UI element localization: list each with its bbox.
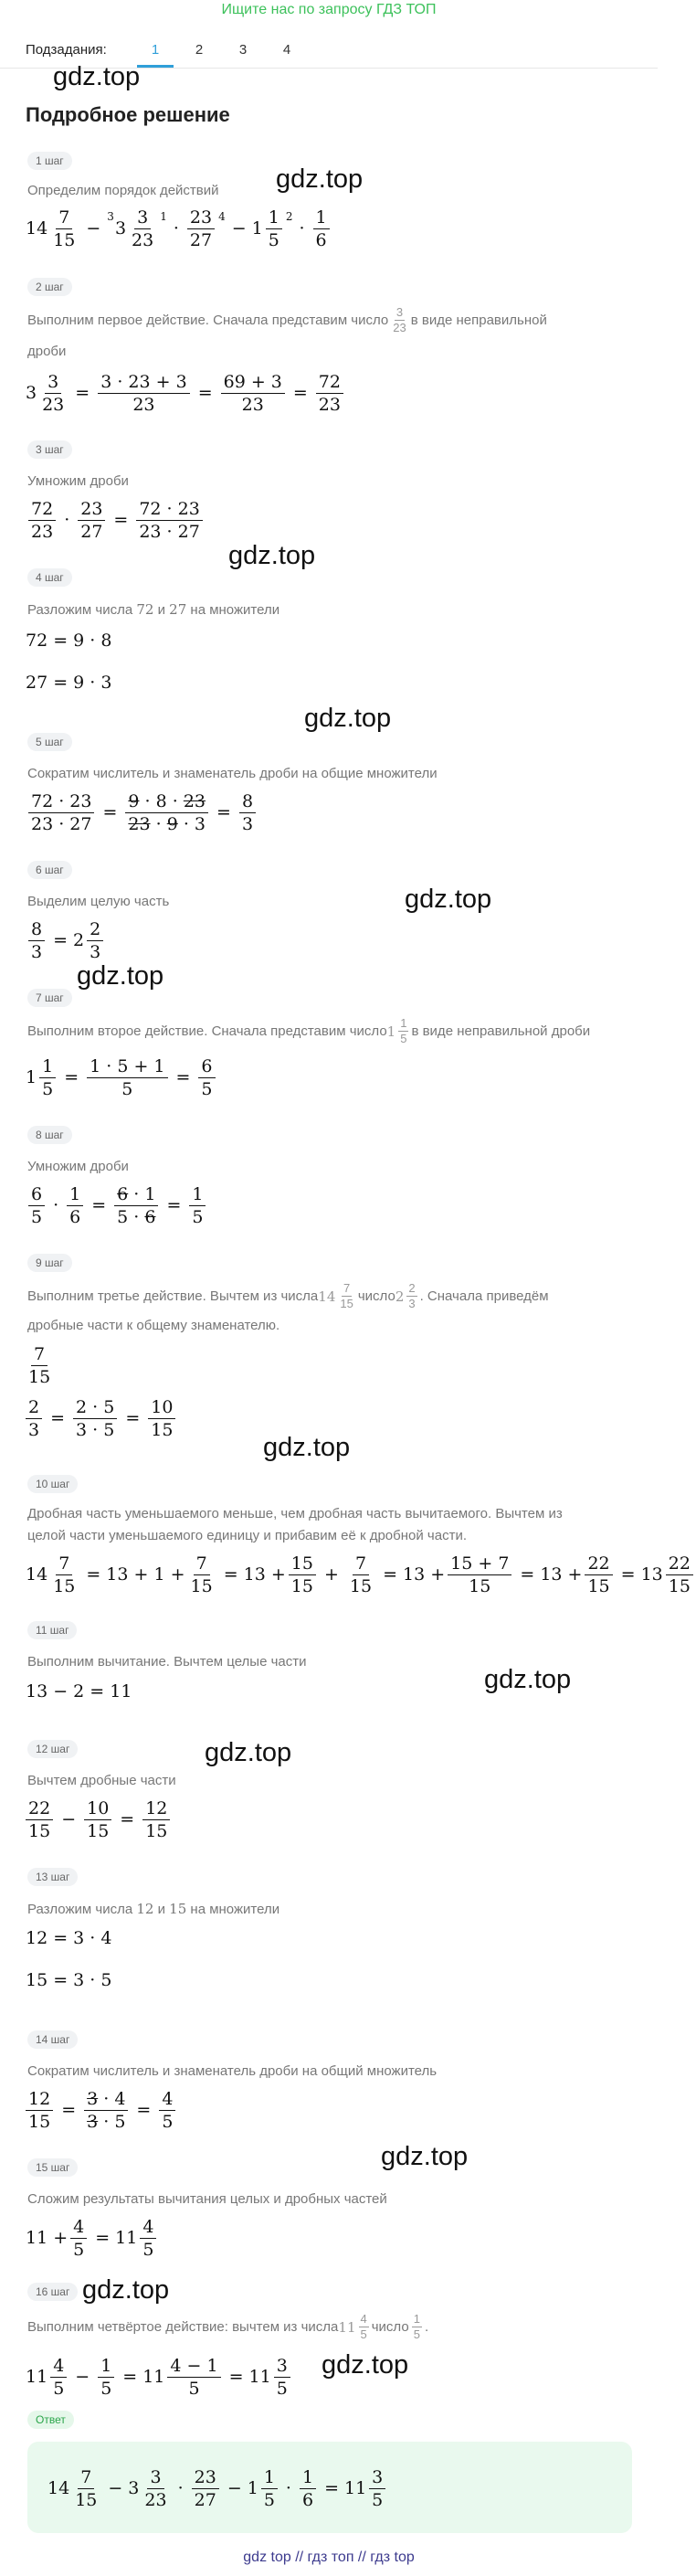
tab-3[interactable]: 3 <box>238 42 248 58</box>
watermark: gdz.top <box>381 2142 469 2171</box>
watermark: gdz.top <box>405 885 492 914</box>
step-pill: 12 шаг <box>27 1740 78 1758</box>
step-text: Разложим числа 12 и 15 на множители <box>27 1901 280 1917</box>
step-pill: 7 шаг <box>27 989 72 1007</box>
equation: 15 = 3 · 5 <box>26 1970 112 1990</box>
step-text: Вычтем дробные части <box>27 1773 176 1788</box>
watermark: gdz.top <box>304 704 392 733</box>
step-text: Выполним вычитание. Вычтем целые части <box>27 1654 307 1670</box>
step-text: Определим порядок действий <box>27 183 219 198</box>
step-pill: 11 шаг <box>27 1621 77 1639</box>
step-2-expression: 3 $\frac{3}{23}$ = $\frac{3 \cdot 23 + 3}{23}$ = $\frac{69 + 3}{23}$ = $\frac{72}{23}$ <box>26 366 346 420</box>
watermark: gdz.top <box>228 541 316 570</box>
step-pill: 13 шаг <box>27 1868 78 1886</box>
equation: 13 − 2 = 11 <box>26 1681 132 1701</box>
step-pill: 4 шаг <box>27 568 72 587</box>
step-text: Выполним третье действие. Вычтем из числа 14 7 15 число 2 2 3 . Сначала приведём <box>27 1281 549 1310</box>
step-text: Выполним первое действие. Сначала представим число 3 23 в виде неправильной <box>27 305 547 334</box>
tab-4[interactable]: 4 <box>282 42 291 58</box>
step-pill: 14 шаг <box>27 2030 78 2049</box>
step-pill: 10 шаг <box>27 1475 78 1493</box>
step-16-expression: 11 4 5 − $\frac{1}{5}$ = 11 $\frac{4 - 1}{5}$ = 11 3 5 <box>26 2350 293 2403</box>
step-7-expression: 1 $\frac{1}{5}$ = $\frac{1 \cdot 5 + 1}{5}$ = $\frac{6}{5}$ <box>26 1051 218 1104</box>
step-pill: 6 шаг <box>27 861 72 879</box>
active-tab-indicator <box>137 65 174 68</box>
top-banner-link[interactable]: Ищите нас по запросу ГДЗ ТОП <box>221 2 437 17</box>
step-text: Разложим числа 72 и 27 на множители <box>27 601 280 618</box>
step-10-expression: 14 $\frac{7}{15}$ = 13 + 1 + $\frac{7}{15}$ = 13 + $\frac{15}{15}$ + $\frac{7}{15}$ = 13 + $\frac{15 + 7}{15}$ = 13 + $\frac{22}{15}$ = 13 22 15 <box>26 1548 696 1601</box>
step-text: Умножим дроби <box>27 473 129 489</box>
step-pill: 16 шаг <box>27 2283 78 2301</box>
step-text: Сложим результаты вычитания целых и дробных частей <box>27 2191 387 2207</box>
step-1-expression: 14 7 15 − 3 3 3 23 1 · 23 27 4 − 1 1 5 2 · 1 6 <box>26 203 332 254</box>
subtasks-label: Подзадания: <box>26 42 107 58</box>
watermark: gdz.top <box>77 961 164 991</box>
step-text: дроби <box>27 344 67 359</box>
equation: 72 = 9 · 8 <box>26 631 112 651</box>
equation: 27 = 9 · 3 <box>26 673 112 693</box>
step-text: дробные части к общему знаменателю. <box>27 1318 280 1333</box>
step-pill: 15 шаг <box>27 2158 78 2177</box>
step-15-expression: 11 + $\frac{4}{5}$ = 11 4 5 <box>26 2211 159 2264</box>
answer-pill: Ответ <box>27 2411 74 2429</box>
watermark: gdz.top <box>276 164 364 194</box>
step-text: Выполним четвёртое действие: вычтем из числа 11 4 5 число 1 5 . <box>27 2312 429 2341</box>
watermark: gdz.top <box>82 2275 170 2305</box>
step-12-expression: 22 15 − $\frac{10}{15}$ = $\frac{12}{15}$ <box>26 1793 173 1846</box>
step-text: Сократим числитель и знаменатель дроби на общий множитель <box>27 2063 438 2079</box>
tab-1[interactable]: 1 <box>151 42 160 58</box>
step-pill: 1 шаг <box>27 152 72 170</box>
solution-title: Подробное решение <box>26 103 230 126</box>
equation: 12 = 3 · 4 <box>26 1928 112 1948</box>
step-pill: 8 шаг <box>27 1126 72 1144</box>
step-text: целой части уменьшаемого единицу и прибавим её к дробной части. <box>27 1528 467 1543</box>
step-text: Умножим дроби <box>27 1159 129 1174</box>
watermark: gdz.top <box>53 62 141 91</box>
step-pill: 9 шаг <box>27 1254 72 1272</box>
answer-expression: 14 7 15 − 3 3 23 · 23 27 − 1 1 5 · $\frac{1}{6}$ = 11 3 5 <box>47 2462 388 2515</box>
step-8-expression: 6 5 · $\frac{1}{6}$ = $\frac{6 \cdot 1}{5 \cdot 6}$ = $\frac{1}{5}$ <box>26 1179 208 1232</box>
watermark: gdz.top <box>484 1665 572 1694</box>
step-text: Дробная часть уменьшаемого меньше, чем дробная часть вычитаемого. Вычтем из <box>27 1506 563 1521</box>
footer-links[interactable]: gdz top // гдз топ // гдз top <box>243 2549 415 2565</box>
step-6-expression: $\frac{8}{3}$ = 2 2 3 <box>26 914 106 967</box>
step-text: Выполним второе действие. Сначала представим число 1 1 5 в виде неправильной дроби <box>27 1016 591 1045</box>
step-5-expression: $\frac{72 \cdot 23}{23 \cdot 27}$ = $\frac{9 \cdot 8 \cdot 23}{23 \cdot 9 \cdot 3}$ = $\frac{8}{3}$ <box>26 786 258 839</box>
step-9-expression: $\frac{2}{3}$ = $\frac{2 \cdot 5}{3 \cdot 5}$ = $\frac{10}{15}$ <box>26 1393 178 1444</box>
step-text: Выделим целую часть <box>27 894 170 909</box>
watermark: gdz.top <box>263 1433 351 1462</box>
step-pill: 2 шаг <box>27 278 72 296</box>
step-14-expression: $\frac{12}{15}$ = $\frac{3 \cdot 4}{3 \cdot 5}$ = $\frac{4}{5}$ <box>26 2083 178 2136</box>
step-pill: 3 шаг <box>27 440 72 459</box>
step-9-fraction: 7 15 <box>28 1343 51 1387</box>
step-text: Сократим числитель и знаменатель дроби на общие множители <box>27 766 438 781</box>
tab-2[interactable]: 2 <box>195 42 204 58</box>
step-3-expression: 72 23 · $\frac{23}{27}$ = $\frac{72 \cdot 23}{23 \cdot 27}$ <box>26 493 206 546</box>
watermark: gdz.top <box>322 2350 409 2380</box>
watermark: gdz.top <box>205 1738 292 1767</box>
step-pill: 5 шаг <box>27 733 72 751</box>
